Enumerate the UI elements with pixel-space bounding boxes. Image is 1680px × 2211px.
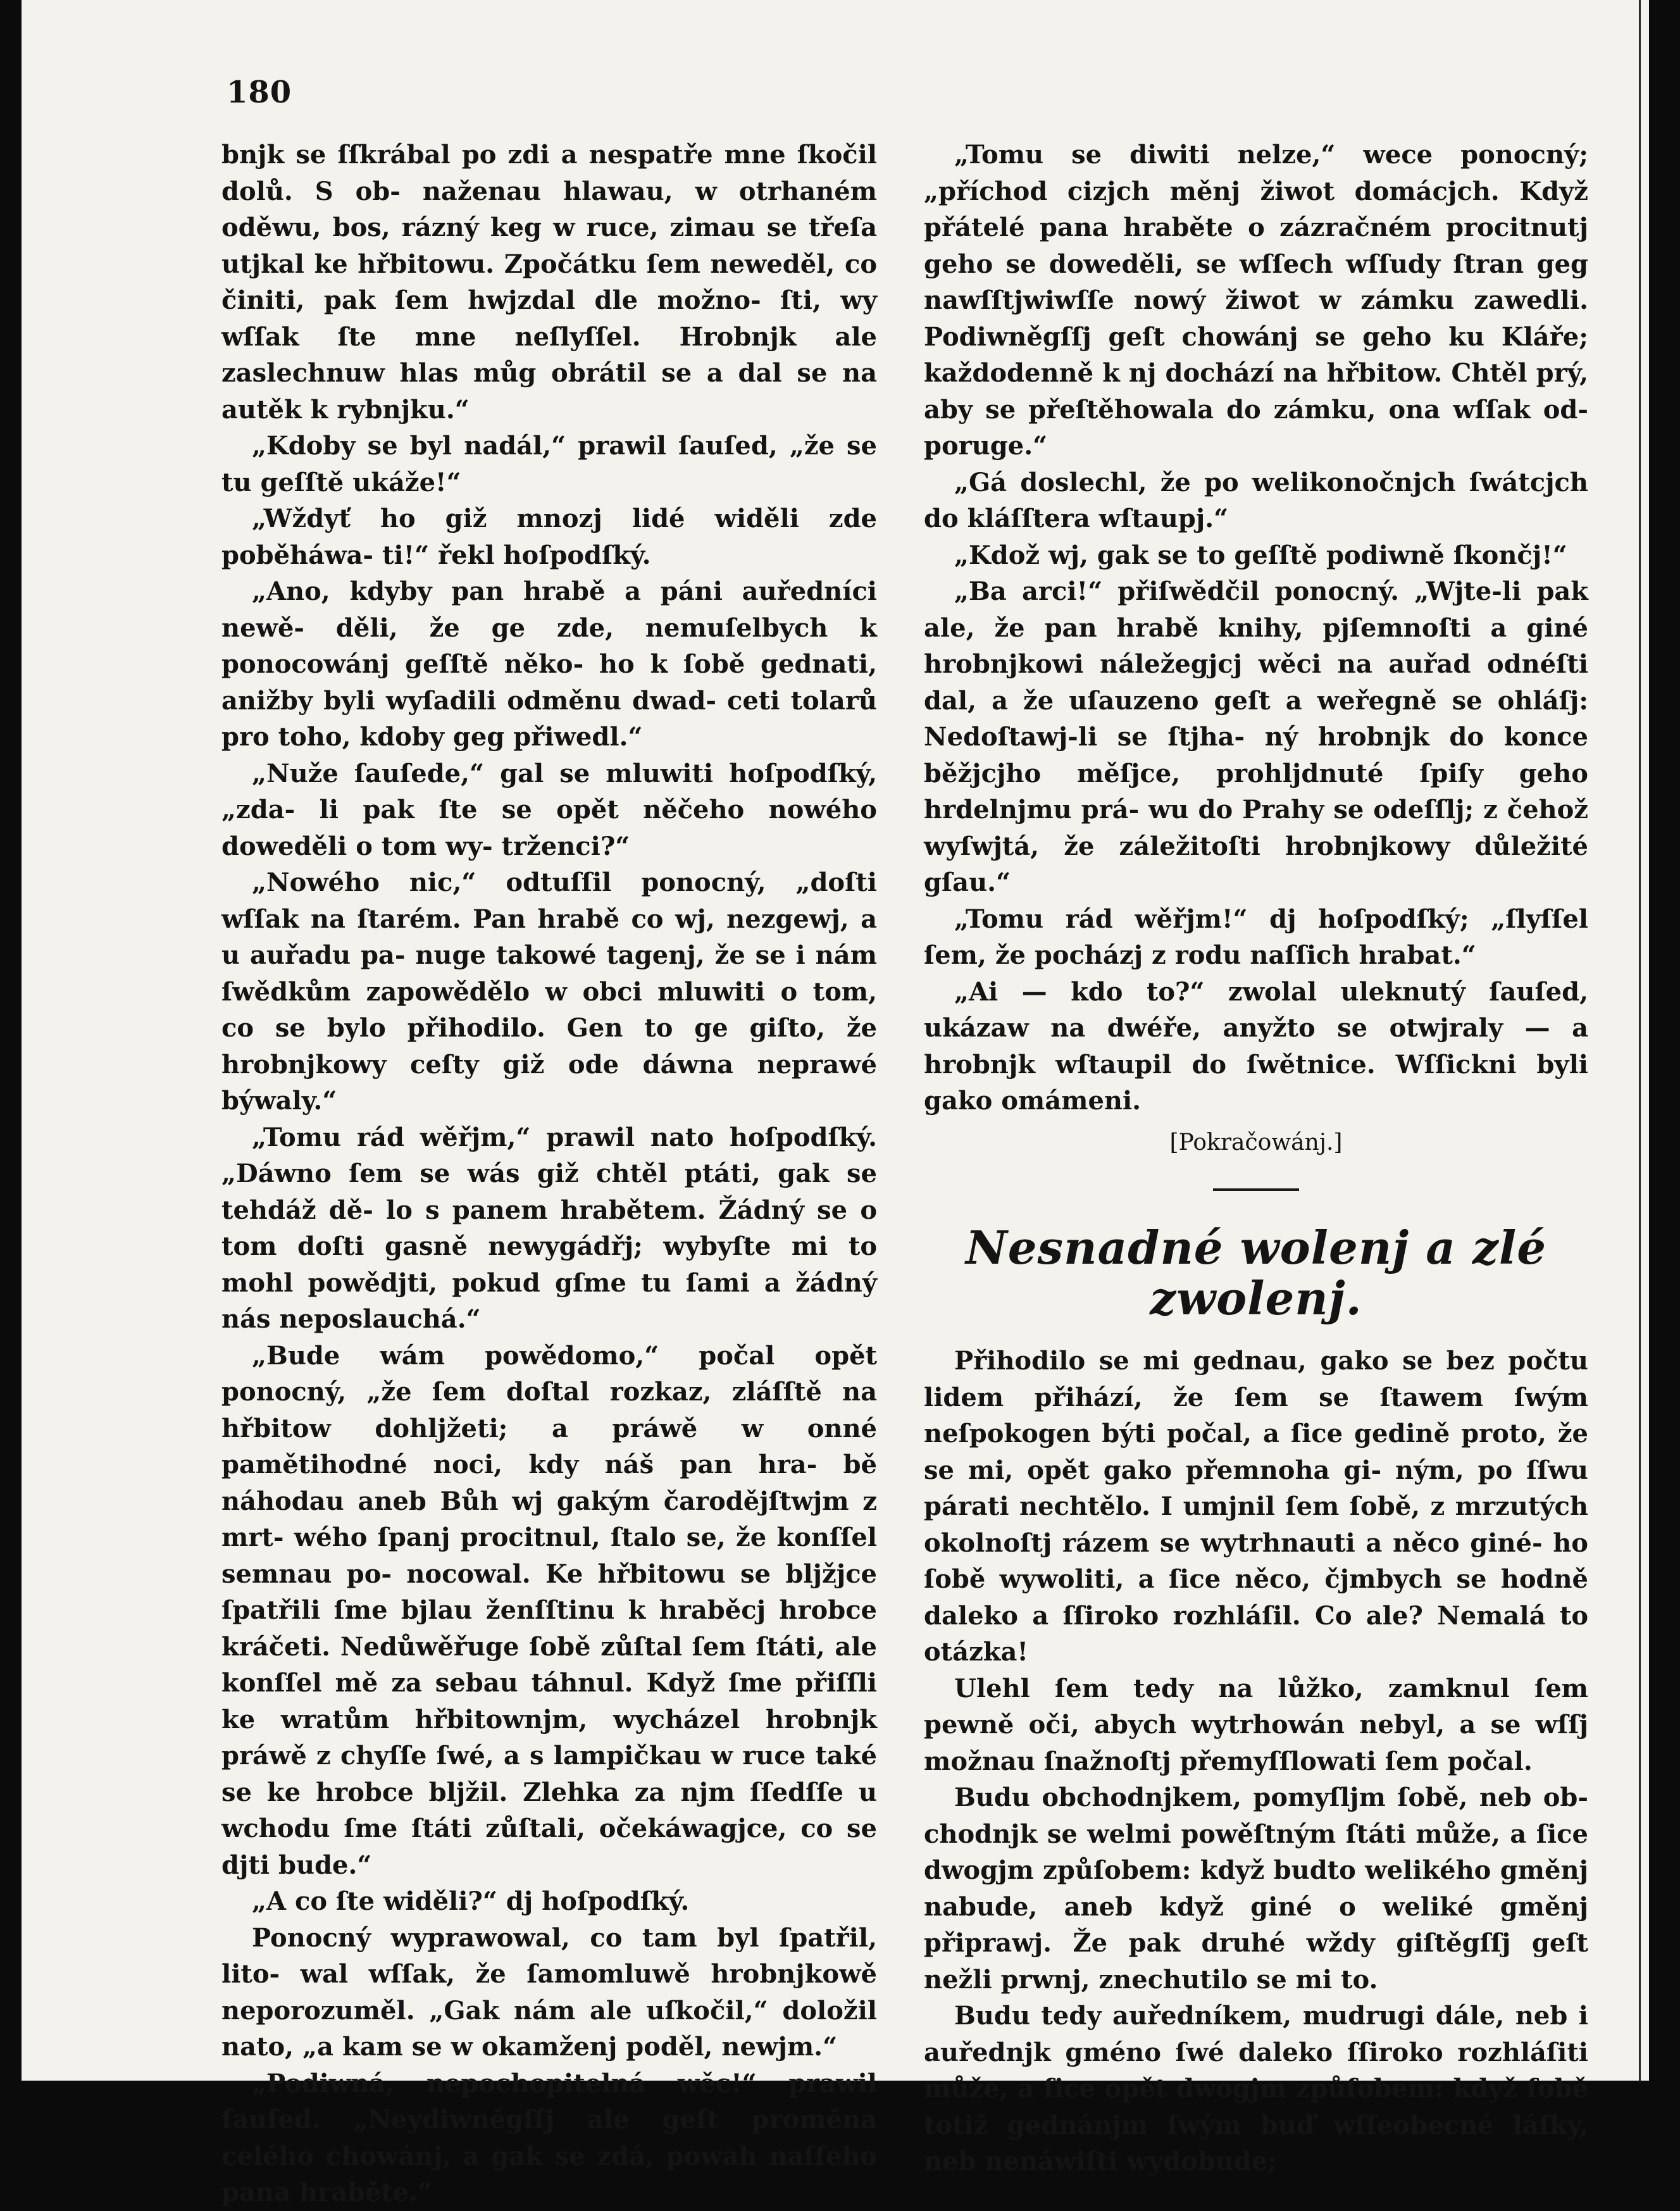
paragraph: Přihodilo se mi gednau, gako se bez počtu lidem přihází, že ſem se ſtawem ſwým neſpokogen býti počal, a ſice gedině proto, že se mi, opět gako přemnoha gi- ným, po ſſwu párati nechtělo. I umjnil ſem ſobě, z mrzutých okolnoſtj rázem se wytrhnauti a něco giné- ho ſobě wywoliti, a ſice něco, čjmbych se hodně daleko a ſſiroko rozhláſil. Co ale? Nemalá to otázka! [924,1346,1588,1667]
paragraph: „Ano, kdyby pan hrabě a páni auředníci newě- děli, že ge zde, nemuſelbych k ponocowánj geſſtě něko- ho k ſobě gednati, anižby byli wyſadili odměnu dwad- ceti tolarů pro toho, kdoby geg přiwedl.“ [221,576,877,752]
paragraph: „A co ſte widěli?“ dj hoſpodſký. [252,1886,690,1916]
right-column [924,137,1588,2180]
paragraph: Ulehl ſem tedy na lůžko, zamknul ſem pewně oči, abych wytrhowán nebyl, a se wſſj možnau ſnažnoſtj přemyſſlowati ſem počal. [924,1673,1588,1776]
paragraph: „Bude wám powědomo,“ počal opět ponocný, „že ſem doſtal rozkaz, zláſſtě na hřbitow dohljžeti; a práwě w onné pamětihodné noci, kdy náš pan hra- bě náhodau aneb Bůh wj gakým čarodějſtwjm z mrt- wého ſpanj procitnul, ſtalo se, že konſſel semnau po- nocowal. Ke hřbitowu se bljžjce ſpatřili ſme bjlau ženſſtinu k hraběcj hrobce kráčeti. Nedůwěřuge ſobě zůſtal ſem ſtáti, ale konſſel mě za sebau táhnul. Když ſme přiſſli ke wratům hřbitownjm, wycházel hrobnjk práwě z chyſſe ſwé, a s lampičkau w ruce také se ke hrobce bljžil. Zlehka za njm ſſedſſe u wchodu ſme ſtáti zůſtali, očekáwagjce, co se djti bude.“ [221,1340,877,1880]
section-divider [1213,1188,1299,1191]
paragraph: „Kdoby se byl nadál,“ prawil ſauſed, „že se tu geſſtě ukáže!“ [221,431,877,497]
paragraph: „Nuže ſauſede,“ gal se mluwiti hoſpodſký, „zda- li pak ſte se opět něčeho nowého doweděli o tom wy- trženci?“ [221,758,877,861]
paragraph: „Ba arci!“ přiſwědčil ponocný. „Wjte-li pak ale, že pan hrabě knihy, pjſemnoſti a giné hrobnjkowi náležegjcj wěci na auřad odnéſti dal, a že uſauzeno geſt a weřegně se ohláſj: Nedoſtawj-li se ſtjha- ný hrobnjk do konce běžjcjho měſjce, prohljdnuté ſpiſy geho hrdelnjmu prá- wu do Prahy se odeſſlj; z čehož wyſwjtá, že záležitoſti hrobnjkowy důležité gſau.“ [924,576,1588,897]
page-number: 180 [227,75,292,110]
paragraph: Budu obchodnjkem, pomyſljm ſobě, neb ob- chodnjk se welmi powěſtným ſtáti může, a ſice dwogjm způſobem: když budto welikého gměnj nabude, aneb když giné o weliké gměnj připrawj. Že pak druhé wždy giſtěgſſj geſt nežli prwnj, znechutilo se mi to. [924,1783,1588,1995]
paragraph: Ponocný wyprawowal, co tam byl ſpatřil, lito- wal wſſak, že ſamomluwě hrobnjkowě neporozuměl. „Gak nám ale uſkočil,“ doložil nato, „a kam se w okamženj poděl, newjm.“ [221,1922,877,2062]
paragraph: bnjk se ſſkrábal po zdi a nespatře mne ſkočil dolů. S ob- naženau hlawau, w otrhaném oděwu, bos, rázný keg w ruce, zimau se třeſa utjkal ke hřbitowu. Zpočátku ſem neweděl, co činiti, pak ſem hwjzdal dle možno- ſti, wy wſſak ſte mne neſlyſſel. Hrobnjk ale zaslechnuw hlas můg obrátil se a dal se na autěk k rybnjku.“ [221,140,877,425]
paragraph: „Kdož wj, gak se to geſſtě podiwně ſkončj!“ [954,540,1567,570]
continuation-note: [Pokračowánj.] [1169,1129,1343,1155]
paragraph: „Ai — kdo to?“ zwolal uleknutý ſauſed, ukázaw na dwéře, anyžto se otwjraly — a hrobnjk wſtaupil do ſwětnice. Wſſickni byli gako omámeni. [924,976,1588,1116]
paragraph: „Tomu rád wěřjm,“ prawil nato hoſpodſký. „Dáwno ſem se wás giž chtěl ptáti, gak se tehdáž dě- lo s panem hrabětem. Žádný se o tom doſti gasně newygádřj; wybyſte mi to mohl powědjti, pokud gſme tu ſami a žádný nás neposlauchá.“ [221,1122,877,1334]
paragraph: „Podiwná, nepochopitelná wěc!“ prawil ſauſed. „Neydiwněgſſj ale geſt proměna celého chowánj, a gak se zdá, powah naſſeho pana hraběte.“ [221,2068,877,2207]
article-title: Nesnadné wolenj a zlé zwolenj. [965,1221,1547,1325]
paragraph: Budu tedy auředníkem, mudrugi dále, neb i auřednjk gméno ſwé daleko ſſiroko rozhláſiti může, a ſice opět dwogjm způſobem: když ſobě totiž gednánjm ſwým buď wſſeobecné láſky, neb nenáwiſti wydobude; [924,2001,1588,2176]
paragraph: „Gá doslechl, že po welikonočnjch ſwátcjch do kláſſtera wſtaupj.“ [924,467,1588,533]
paragraph: „Nowého nic,“ odtuſſil ponocný, „doſti wſſak na ſtarém. Pan hrabě co wj, nezgewj, a u auřadu pa- nuge takowé tagenj, že se i nám ſwědkům zapowědělo w obci mluwiti o tom, co se bylo přihodilo. Gen to ge giſto, že hrobnjkowy ceſty giž ode dáwna neprawé býwaly.“ [221,868,877,1116]
left-column [221,137,877,2211]
paragraph: „Tomu rád wěřjm!“ dj hoſpodſký; „ſlyſſel ſem, že pocházj z rodu naſſich hrabat.“ [924,904,1588,970]
paragraph: „Wždyť ho giž mnozj lidé widěli zde poběháwa- ti!“ řekl hoſpodſký. [221,504,877,570]
paragraph: „Tomu se diwiti nelze,“ wece ponocný; „příchod cizjch měnj žiwot domácjch. Když přátelé pana hraběte o zázračném procitnutj geho se doweděli, se wſſech wſſudy ſtran geg nawſſtjwiwſſe nowý žiwot w zámku zawedli. Podiwněgſſj geſt chowánj se geho ku Kláře; každodenně k nj dochází na hřbitow. Chtěl prý, aby se přeſtěhowala do zámku, ona wſſak od- poruge.“ [924,140,1588,461]
page-edge-line [1639,0,1641,2081]
